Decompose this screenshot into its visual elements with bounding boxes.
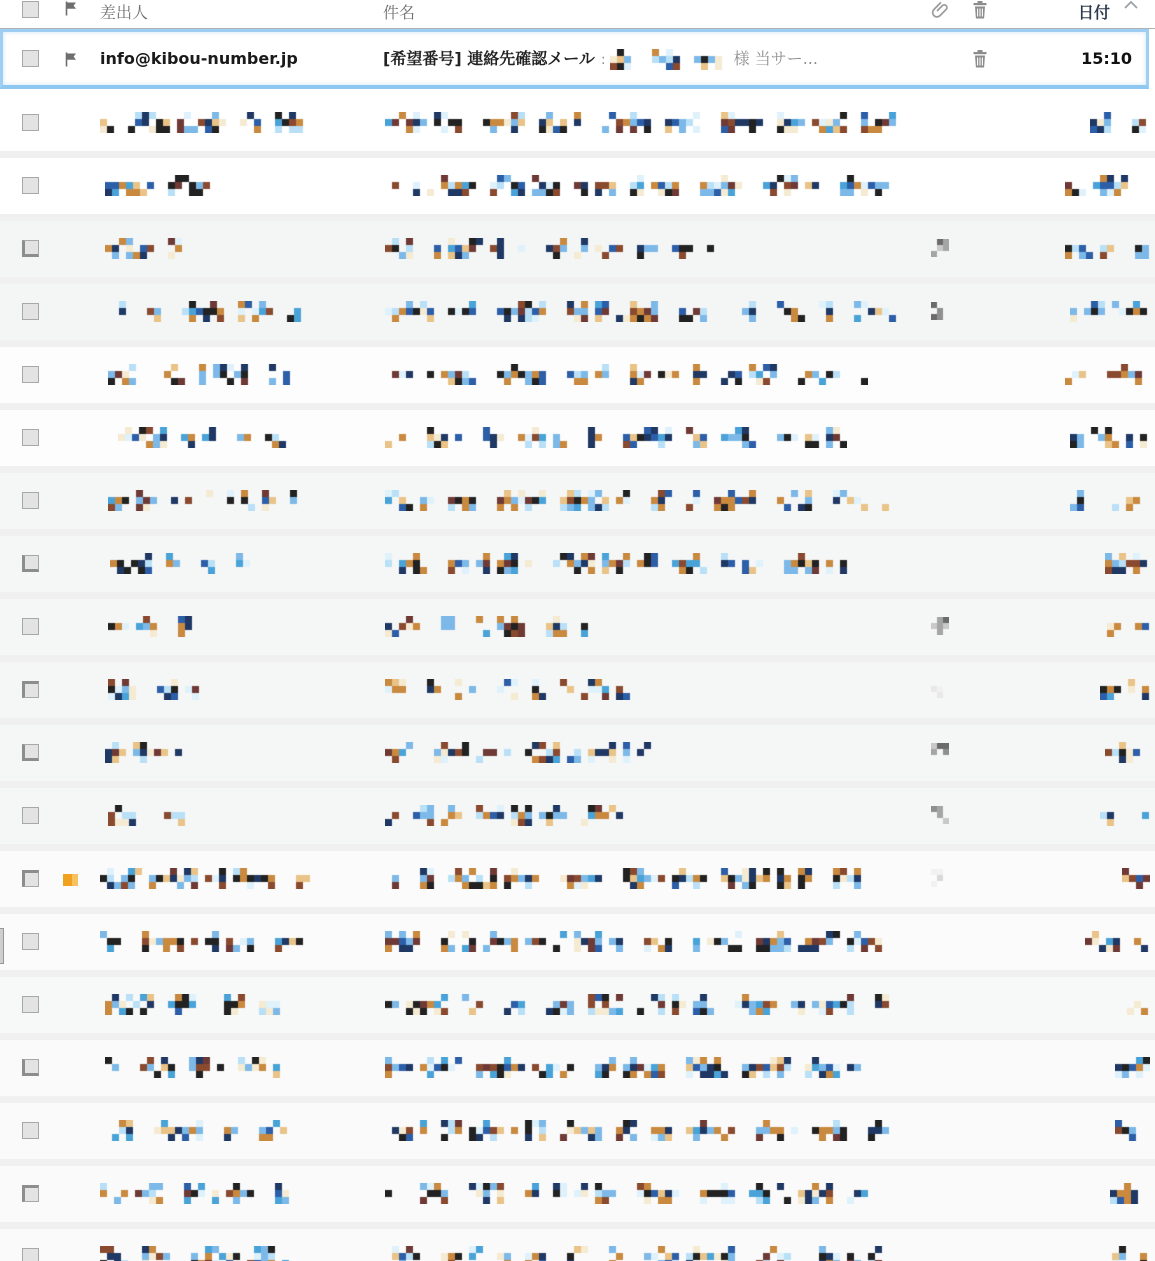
row-separator <box>0 718 1155 725</box>
row-separator <box>0 1159 1155 1166</box>
pane-resize-handle[interactable] <box>0 928 4 964</box>
subject-redacted <box>385 868 872 889</box>
subject-redacted <box>385 931 887 952</box>
sender-redacted <box>112 301 302 322</box>
delete-icon[interactable] <box>971 49 989 69</box>
date-redacted <box>1115 1120 1150 1141</box>
email-checkbox[interactable] <box>22 1059 39 1076</box>
subject-redacted <box>385 175 895 196</box>
sender-redacted <box>108 805 195 826</box>
chevron-up-icon[interactable] <box>1123 0 1139 28</box>
selected-email-row[interactable] <box>0 29 1149 89</box>
sender-redacted <box>105 994 298 1015</box>
date-redacted <box>1105 742 1150 763</box>
sender-redacted <box>108 616 195 637</box>
orange-flag-marker <box>63 874 78 886</box>
subject-redacted <box>385 553 872 574</box>
email-checkbox[interactable] <box>22 50 39 67</box>
flag-icon[interactable] <box>63 0 79 28</box>
sender-redacted <box>100 1183 295 1204</box>
subject-redacted <box>385 1183 872 1204</box>
email-checkbox[interactable] <box>22 933 39 950</box>
row-separator <box>0 403 1155 410</box>
subject-redacted <box>385 1120 897 1141</box>
select-all-checkbox[interactable] <box>22 0 39 28</box>
row-separator <box>0 340 1155 347</box>
email-checkbox[interactable] <box>22 1122 39 1139</box>
row-separator <box>0 970 1155 977</box>
email-checkbox[interactable] <box>22 366 39 383</box>
sender-redacted <box>105 238 185 259</box>
date-redacted <box>1070 427 1150 448</box>
subject-redacted <box>385 364 868 385</box>
email-checkbox[interactable] <box>22 114 39 131</box>
date-redacted <box>1100 616 1150 637</box>
subject-redacted <box>385 427 847 448</box>
email-checkbox[interactable] <box>22 996 39 1013</box>
email-checkbox[interactable] <box>22 492 39 509</box>
email-row[interactable] <box>0 599 1155 655</box>
sender-email: info@kibou-number.jp <box>100 49 298 68</box>
subject-separator: : <box>600 52 606 68</box>
attachment-redacted <box>931 869 949 887</box>
sender-redacted <box>118 427 288 448</box>
email-checkbox[interactable] <box>22 303 39 320</box>
date-redacted <box>1115 1057 1150 1078</box>
date-redacted <box>1065 238 1150 259</box>
column-header-date[interactable]: 日付 <box>1078 3 1111 22</box>
email-row[interactable] <box>0 410 1155 466</box>
date-redacted <box>1122 868 1150 889</box>
subject-preview: 様 当サー... <box>733 49 818 68</box>
email-checkbox[interactable] <box>22 240 39 257</box>
sender-redacted <box>100 868 315 889</box>
sender-redacted <box>100 931 305 952</box>
attachment-redacted <box>931 302 949 320</box>
subject-redacted <box>385 112 900 133</box>
sender-redacted <box>108 490 303 511</box>
email-row[interactable] <box>0 1229 1155 1261</box>
email-checkbox[interactable] <box>22 429 39 446</box>
row-separator <box>0 781 1155 788</box>
email-row[interactable] <box>0 536 1155 592</box>
subject-cell <box>383 32 818 86</box>
row-separator <box>0 592 1155 599</box>
subject-redacted <box>385 1246 885 1261</box>
sender-redacted <box>105 1057 293 1078</box>
sender-redacted <box>100 1246 300 1261</box>
email-checkbox[interactable] <box>22 681 39 698</box>
attachment-redacted <box>931 680 949 698</box>
row-separator <box>0 466 1155 473</box>
email-checkbox[interactable] <box>22 177 39 194</box>
row-separator <box>0 214 1155 221</box>
date-redacted <box>1090 112 1150 133</box>
date-redacted <box>1100 805 1150 826</box>
email-row[interactable] <box>0 1040 1155 1096</box>
row-separator <box>0 655 1155 662</box>
row-separator <box>0 277 1155 284</box>
subject-redacted <box>385 616 590 637</box>
email-row[interactable] <box>0 851 1155 907</box>
email-row[interactable] <box>0 1103 1155 1159</box>
email-row[interactable] <box>0 221 1155 277</box>
sender-redacted <box>108 679 200 700</box>
email-row[interactable] <box>0 158 1155 214</box>
attachment-redacted <box>931 806 949 824</box>
email-checkbox[interactable] <box>22 1248 39 1261</box>
row-separator <box>0 151 1155 158</box>
email-checkbox[interactable] <box>22 555 39 572</box>
paperclip-icon[interactable] <box>931 0 951 28</box>
email-row[interactable] <box>0 788 1155 844</box>
email-row[interactable] <box>0 473 1155 529</box>
subject-redacted <box>385 805 643 826</box>
email-list <box>0 95 1155 1261</box>
email-row[interactable] <box>0 977 1155 1033</box>
attachment-redacted <box>931 617 949 635</box>
subject-redacted <box>385 994 898 1015</box>
email-row[interactable] <box>0 95 1155 151</box>
row-separator <box>0 1096 1155 1103</box>
email-row[interactable] <box>0 284 1155 340</box>
row-separator <box>0 1033 1155 1040</box>
subject-title: [希望番号] 連絡先確認メール <box>383 49 595 68</box>
subject-redacted <box>385 679 633 700</box>
date-redacted <box>1070 490 1150 511</box>
date-redacted <box>1120 994 1150 1015</box>
email-checkbox[interactable] <box>22 618 39 635</box>
sender-redacted <box>105 1120 290 1141</box>
list-header <box>0 0 1155 29</box>
sender-redacted <box>105 175 235 196</box>
column-header-sender[interactable]: 差出人 <box>100 3 149 22</box>
flag-slot[interactable] <box>63 871 78 890</box>
sender-redacted <box>110 553 250 574</box>
attachment-redacted <box>931 239 949 257</box>
subject-redacted <box>385 238 720 259</box>
attachment-redacted <box>931 743 949 761</box>
email-checkbox[interactable] <box>22 744 39 761</box>
sender-redacted <box>100 112 325 133</box>
flag-icon[interactable] <box>63 51 79 68</box>
date-redacted <box>1105 553 1150 574</box>
date-redacted <box>1105 1246 1150 1261</box>
date-redacted <box>1065 175 1150 196</box>
email-checkbox[interactable] <box>22 807 39 824</box>
email-checkbox[interactable] <box>22 870 39 887</box>
date-redacted <box>1065 364 1150 385</box>
sender-redacted <box>105 742 183 763</box>
subject-redacted <box>385 742 657 763</box>
subject-redacted <box>385 1057 868 1078</box>
date-redacted <box>1110 1183 1150 1204</box>
email-row[interactable] <box>0 914 1155 970</box>
email-row[interactable] <box>0 662 1155 718</box>
row-separator <box>0 1222 1155 1229</box>
received-time: 15:10 <box>1081 49 1132 68</box>
row-separator <box>0 529 1155 536</box>
trash-icon[interactable] <box>971 0 989 28</box>
subject-redacted <box>385 490 890 511</box>
column-header-subject[interactable]: 件名 <box>383 3 416 22</box>
sender-redacted <box>108 364 295 385</box>
email-row[interactable] <box>0 347 1155 403</box>
row-separator <box>0 907 1155 914</box>
email-row[interactable] <box>0 1166 1155 1222</box>
email-checkbox[interactable] <box>22 1185 39 1202</box>
subject-redacted <box>385 301 900 322</box>
redacted-name <box>610 49 728 70</box>
date-redacted <box>1100 679 1150 700</box>
row-separator <box>0 844 1155 851</box>
date-redacted <box>1070 301 1150 322</box>
date-redacted <box>1085 931 1150 952</box>
email-row[interactable] <box>0 725 1155 781</box>
